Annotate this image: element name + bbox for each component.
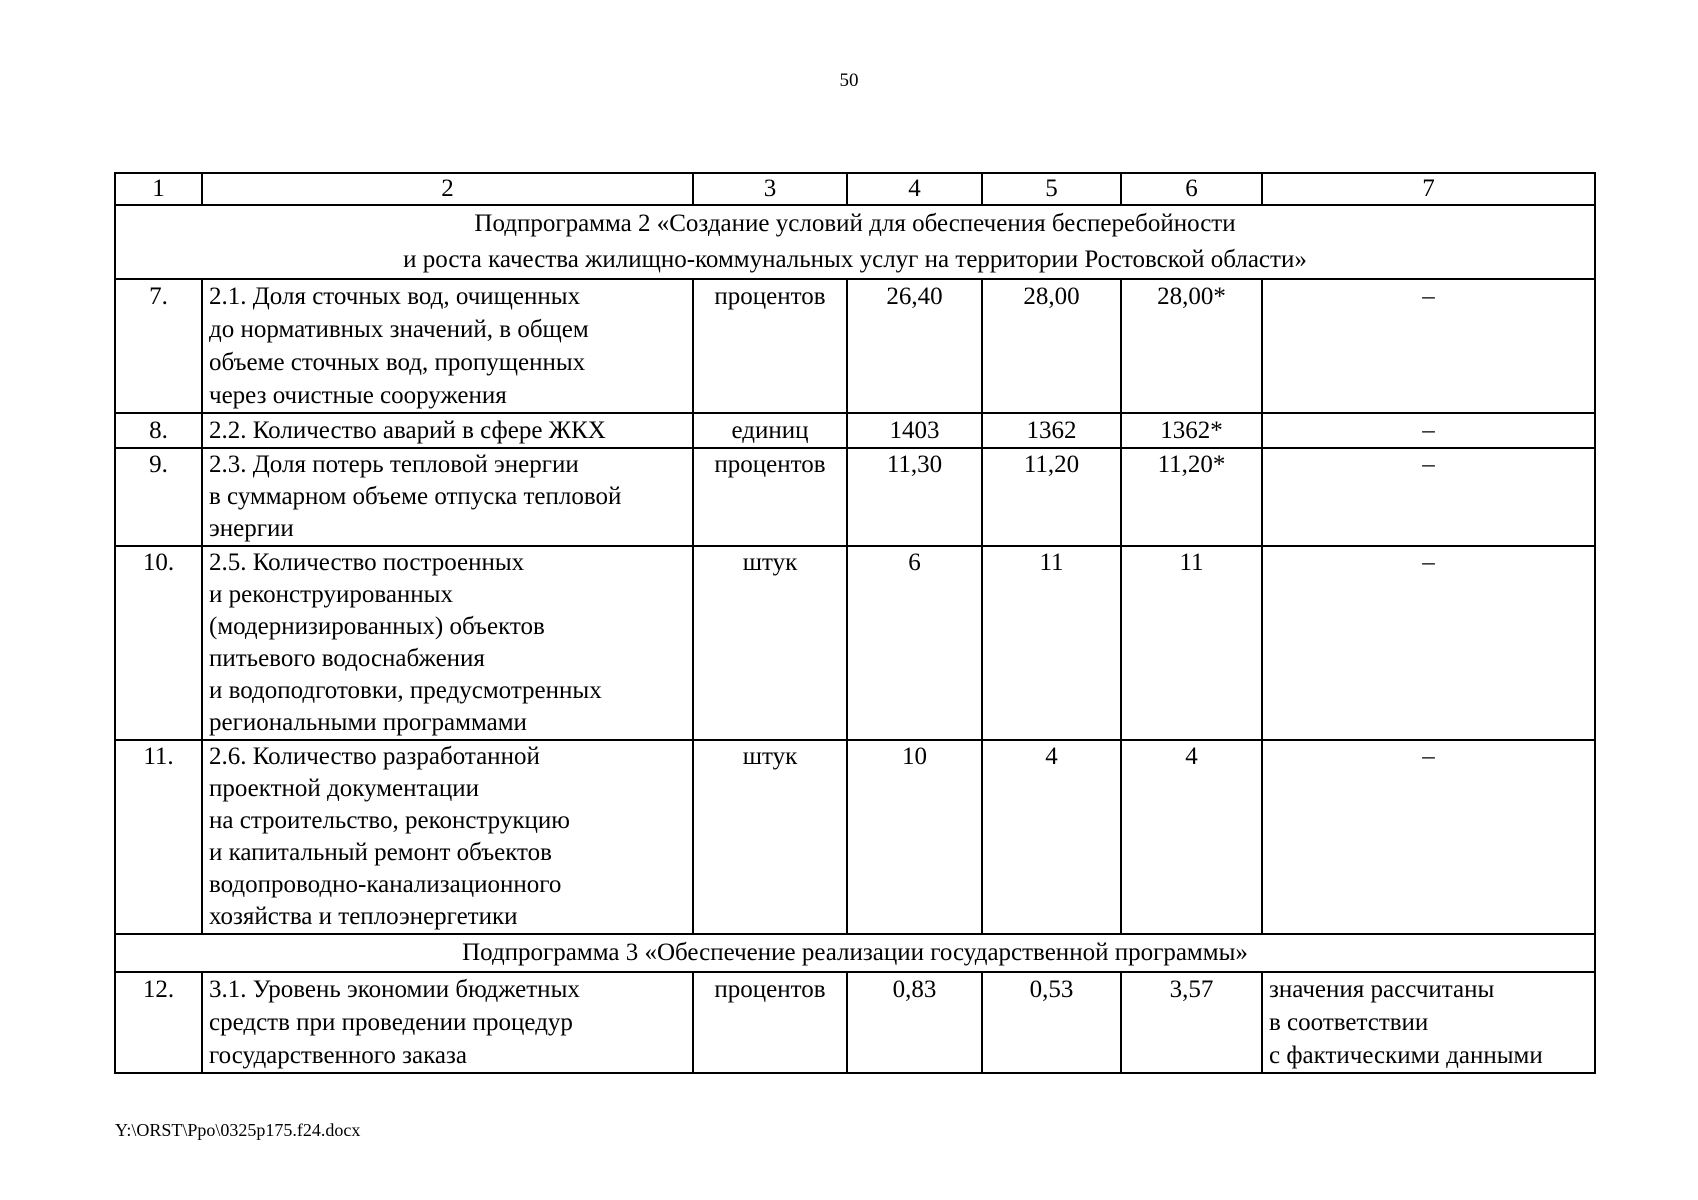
- indicator-name: 3.1. Уровень экономии бюджетных средств при проведении процедур государственного заказа: [202, 972, 693, 1073]
- header-cell: 7: [1262, 173, 1595, 205]
- value-col6: 11: [1121, 546, 1262, 740]
- header-cell: 6: [1121, 173, 1262, 205]
- indicators-table: [114, 172, 1596, 1074]
- value-col5: 11: [982, 546, 1121, 740]
- section-title-line: и роста качества жилищно-коммунальных услуг на территории Ростовской области»: [403, 246, 1307, 273]
- row-number: 12.: [115, 972, 202, 1073]
- note-cell: –: [1262, 413, 1595, 448]
- value-col5: 1362: [982, 413, 1121, 448]
- row-number: 7.: [115, 279, 202, 413]
- value-col5: 11,20: [982, 448, 1121, 546]
- section-title-line: Подпрограмма 3 «Обеспечение реализации государственной программы»: [462, 939, 1248, 966]
- value-col4: 11,30: [847, 448, 982, 546]
- unit-cell: штук: [693, 740, 847, 934]
- indicator-name: 2.1. Доля сточных вод, очищенных до нормативных значений, в общем объеме сточных вод, пропущенных через очистные сооружения: [202, 279, 693, 413]
- table-row: [115, 972, 1595, 1073]
- indicator-name: 2.5. Количество построенных и реконструированных (модернизированных) объектов питьевого водоснабжения и водоподготовки, предусмотренных региональными программами: [202, 546, 693, 740]
- section-row: [115, 934, 1595, 972]
- value-col5: 28,00: [982, 279, 1121, 413]
- unit-cell: процентов: [693, 448, 847, 546]
- section-title-line: Подпрограмма 2 «Создание условий для обеспечения бесперебойности: [474, 210, 1236, 237]
- note-cell: –: [1262, 546, 1595, 740]
- row-number: 10.: [115, 546, 202, 740]
- header-cell: 3: [693, 173, 847, 205]
- unit-cell: единиц: [693, 413, 847, 448]
- table-row: [115, 546, 1595, 740]
- value-col6: 28,00*: [1121, 279, 1262, 413]
- note-cell: –: [1262, 448, 1595, 546]
- value-col4: 26,40: [847, 279, 982, 413]
- table-row: [115, 413, 1595, 448]
- row-number: 11.: [115, 740, 202, 934]
- header-cell: 4: [847, 173, 982, 205]
- table-header-row: [115, 173, 1595, 205]
- unit-cell: процентов: [693, 972, 847, 1073]
- table-row: [115, 279, 1595, 413]
- indicator-name: 2.6. Количество разработанной проектной документации на строительство, реконструкцию и капитальный ремонт объектов водопроводно-канализационного хозяйства и теплоэнергетики: [202, 740, 693, 934]
- page-number: 50: [839, 70, 859, 91]
- header-cell: 1: [115, 173, 202, 205]
- value-col4: 10: [847, 740, 982, 934]
- value-col6: 11,20*: [1121, 448, 1262, 546]
- row-number: 9.: [115, 448, 202, 546]
- value-col6: 3,57: [1121, 972, 1262, 1073]
- value-col4: 0,83: [847, 972, 982, 1073]
- value-col4: 1403: [847, 413, 982, 448]
- header-cell: 5: [982, 173, 1121, 205]
- value-col5: 4: [982, 740, 1121, 934]
- header-cell: 2: [202, 173, 693, 205]
- section-title: [115, 934, 1595, 972]
- footer-file-path: Y:\ORST\Ppo\0325p175.f24.docx: [115, 1120, 361, 1140]
- value-col4: 6: [847, 546, 982, 740]
- indicator-name: 2.2. Количество аварий в сфере ЖКХ: [202, 413, 693, 448]
- table-row: [115, 740, 1595, 934]
- value-col6: 1362*: [1121, 413, 1262, 448]
- value-col6: 4: [1121, 740, 1262, 934]
- unit-cell: процентов: [693, 279, 847, 413]
- section-row: [115, 205, 1595, 279]
- table-row: [115, 448, 1595, 546]
- indicator-name: 2.3. Доля потерь тепловой энергии в суммарном объеме отпуска тепловой энергии: [202, 448, 693, 546]
- unit-cell: штук: [693, 546, 847, 740]
- note-cell: –: [1262, 279, 1595, 413]
- section-title: [115, 205, 1595, 279]
- note-cell: значения рассчитаны в соответствии с фактическими данными: [1262, 972, 1595, 1073]
- note-cell: –: [1262, 740, 1595, 934]
- row-number: 8.: [115, 413, 202, 448]
- value-col5: 0,53: [982, 972, 1121, 1073]
